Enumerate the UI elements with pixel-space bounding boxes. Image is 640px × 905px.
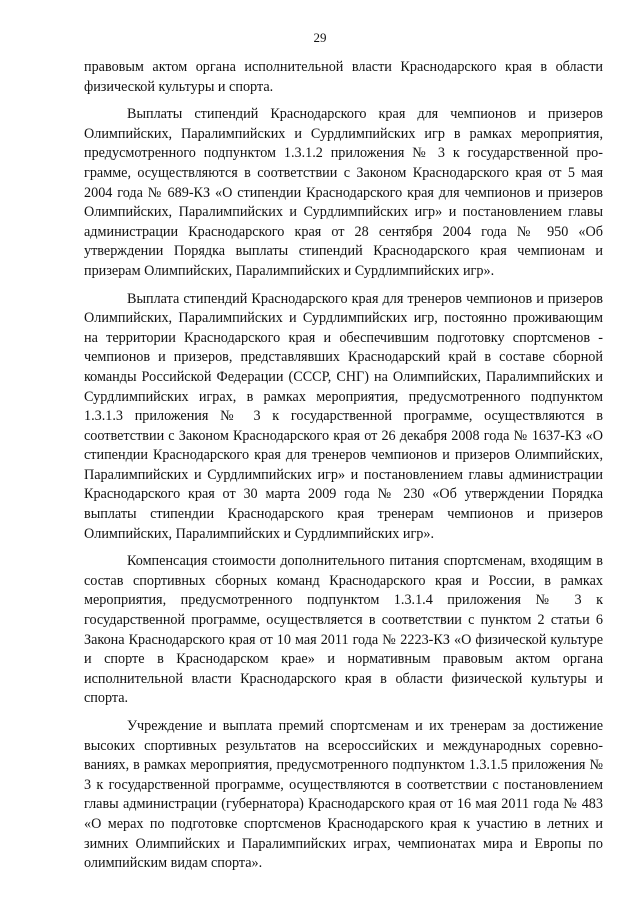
paragraph-premiums: Учреждение и выплата премий спортсменам и их тренерам за достижение высоких спортивных результатов на всероссийских и международных соревнованиях, в рамках мероприятия, предусмотренного подпунктом 1.3.1.5 приложения № 3 к государственной программе, осуществляются в соответствии с постановлением главы администрации (губернатора) Краснодарского края от 16 мая 2011 года № 483 «О мерах по подготовке спортсменов Краснодарского края к участию в летних и зимних Олимпийских и Паралимпийских играх, чемпионатах мира и Европы по олимпийским видам спорта». bbox=[84, 718, 603, 872]
paragraph-coach-stipends: Выплата стипендий Краснодарского края для тренеров чемпионов и призеров Олимпийских, Паралимпийских и Сурдлимпийских игр, постоянно проживающим на территории Краснодарского края и обеспечившим подготовку спортсменов - чемпионов и призеров, представлявших Краснодарский край в составе сборной команды Российской Федерации (СССР, СНГ) на Олимпийских, Паралимпийских и Сурдлимпийских играх, в рамках мероприятия, предусмотренного подпунктом 1.3.1.3 приложения № 3 к государственной программе, осуществляются в соответствии с Законом Краснодарского края от 26 декабря 2008 года № 1637-КЗ «О стипендии Краснодарского края для тренеров чемпионов и призеров Олимпийских, Паралимпийских и Сурдлимпийских игр» и постановлением главы администрации Краснодарского края от 30 марта 2009 года № 230 «Об утверждении Порядка выплаты стипендии Краснодарского края тренерам чемпионов и призеров Олимпийских, Паралимпийских и Сурдлимпийских игр». bbox=[84, 290, 603, 542]
body-text bbox=[84, 58, 603, 874]
paragraph-continuation: правовым актом органа исполнительной власти Краснодарского края в области физической культуры и спорта. bbox=[84, 59, 603, 95]
paragraph-olympic-stipends: Выплаты стипендий Краснодарского края для чемпионов и призеров Олимпийских, Паралимпийских и Сурдлимпийских игр в рамках мероприятия, предусмотренного подпунктом 1.3.1.2 приложения № 3 к государственной программе, осуществляются в соответствии с Законом Краснодарского края от 5 мая 2004 года № 689-КЗ «О стипендии Краснодарского края для чемпионов и призеров Олимпийских, Паралимпийских и Сурдлимпийских игр» и постановлением главы администрации Краснодарского края от 28 сентября 2004 года № 950 «Об утверждении Порядка выплаты стипендий Краснодарского края чемпионам и призерам Олимпийских, Паралимпийских и Сурдлимпийских игр». bbox=[84, 106, 603, 279]
paragraph-nutrition-compensation: Компенсация стоимости дополнительного питания спортсменам, входящим в состав спортивных сборных команд Краснодарского края и России, в рамках мероприятия, предусмотренного подпунктом 1.3.1.4 приложения № 3 к государственной программе, осуществляется в соответствии с пунктом 2 статьи 6 Закона Краснодарского края от 10 мая 2011 года № 2223-КЗ «О физической культуре и спорте в Краснодарском крае» и нормативным правовым актом органа исполнительной власти Краснодарского края в области физической культуры и спорта. bbox=[84, 553, 603, 707]
page-number: 29 bbox=[313, 30, 327, 45]
